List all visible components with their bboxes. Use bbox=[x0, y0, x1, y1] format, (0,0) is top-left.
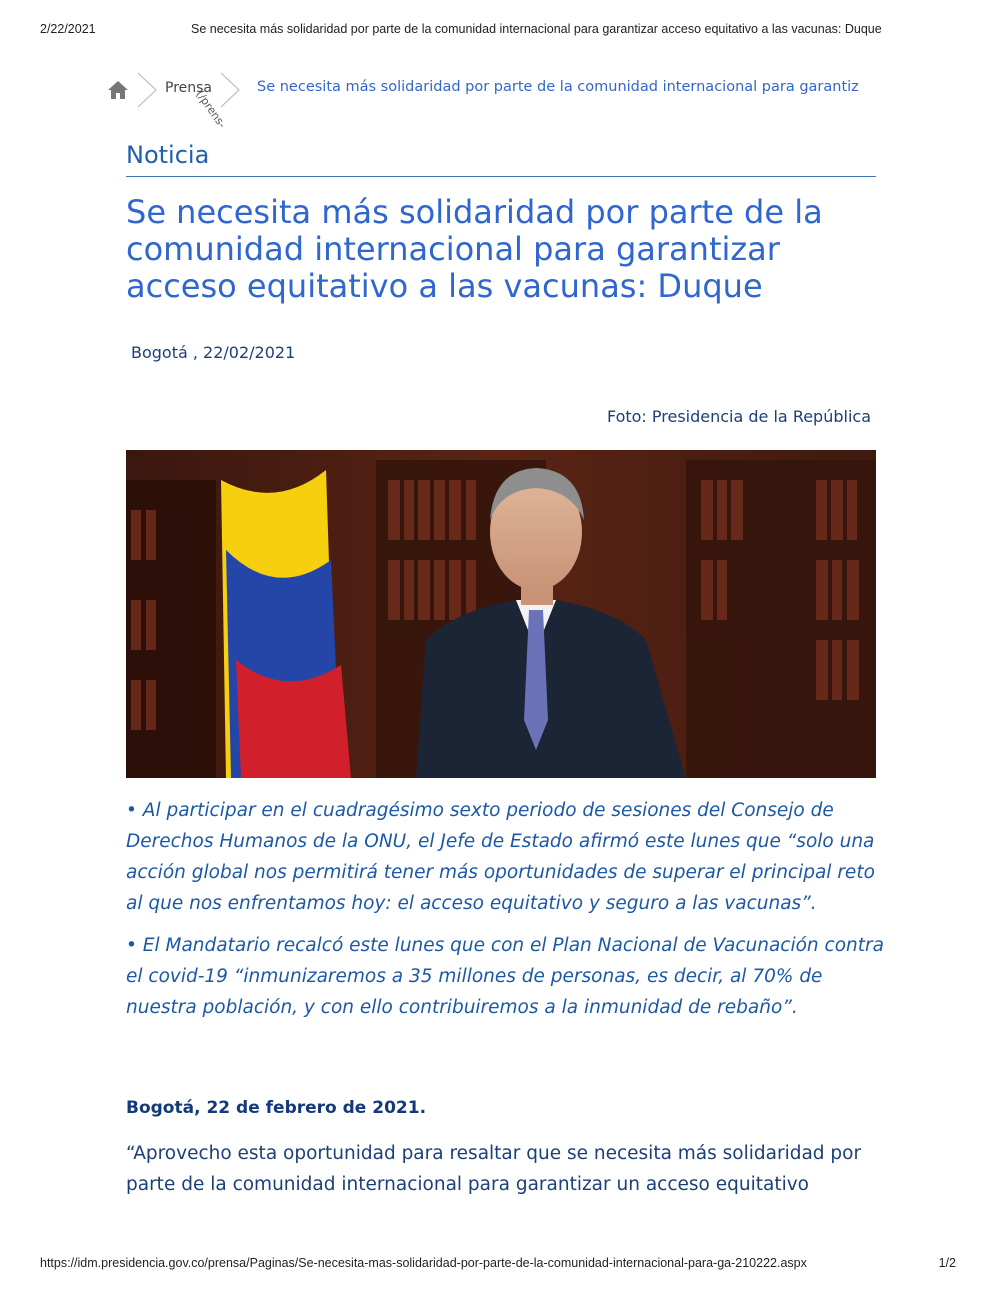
article-headline: Se necesita más solidaridad por parte de la comunidad internacional para garantizar acceso equitativo a las vacunas: Duque bbox=[126, 193, 823, 305]
print-date: 2/22/2021 bbox=[40, 22, 96, 36]
article-bold-date: Bogotá, 22 de febrero de 2021. bbox=[126, 1098, 427, 1118]
article-highlights bbox=[126, 795, 886, 1034]
breadcrumb-separator-icon bbox=[134, 72, 160, 108]
article-body: “Aprovecho esta oportunidad para resaltar que se necesita más solidaridad por parte de la comunidad internacional para garantizar un acceso equitativo bbox=[126, 1143, 862, 1195]
highlight-bullet: • El Mandatario recalcó este lunes que con el Plan Nacional de Vacunación contra el covid-19 “inmunizaremos a 35 millones de personas, es decir, al 70% de nuestra población, y con ello contribuiremos a la inmunidad de rebaño”. bbox=[126, 935, 884, 1018]
highlight-bullet: • Al participar en el cuadragésimo sexto periodo de sesiones del Consejo de Derechos Humanos de la ONU, el Jefe de Estado afirmó este lunes que “solo una acción global nos permitirá tener más oportunidades de superar el principal reto al que nos enfrentamos hoy: el acceso equitativo y seguro a las vacunas”. bbox=[126, 800, 875, 914]
article-photo bbox=[126, 450, 876, 778]
print-url: https://idm.presidencia.gov.co/prensa/Paginas/Se-necesita-mas-solidaridad-por-parte-de-la-comunidad-internacional-para-ga-210222.aspx bbox=[40, 1256, 807, 1270]
print-title: Se necesita más solidaridad por parte de la comunidad internacional para garantizar acceso equitativo a las vacunas: Duque bbox=[191, 22, 882, 36]
breadcrumb-separator-icon bbox=[217, 72, 243, 108]
breadcrumb-rotated-fragment: (/prens- bbox=[193, 88, 229, 131]
section-divider bbox=[126, 176, 876, 177]
breadcrumb bbox=[106, 72, 906, 131]
breadcrumb-item-current[interactable]: Se necesita más solidaridad por parte de la comunidad internacional para garantiz bbox=[257, 79, 859, 95]
home-icon[interactable] bbox=[106, 78, 130, 102]
photo-credit: Foto: Presidencia de la República bbox=[606, 407, 871, 426]
article-dateline: Bogotá , 22/02/2021 bbox=[131, 343, 296, 362]
page-number: 1/2 bbox=[938, 1256, 956, 1270]
section-label: Noticia bbox=[126, 141, 210, 169]
breadcrumb-item-prensa[interactable]: Prensa bbox=[165, 80, 213, 96]
